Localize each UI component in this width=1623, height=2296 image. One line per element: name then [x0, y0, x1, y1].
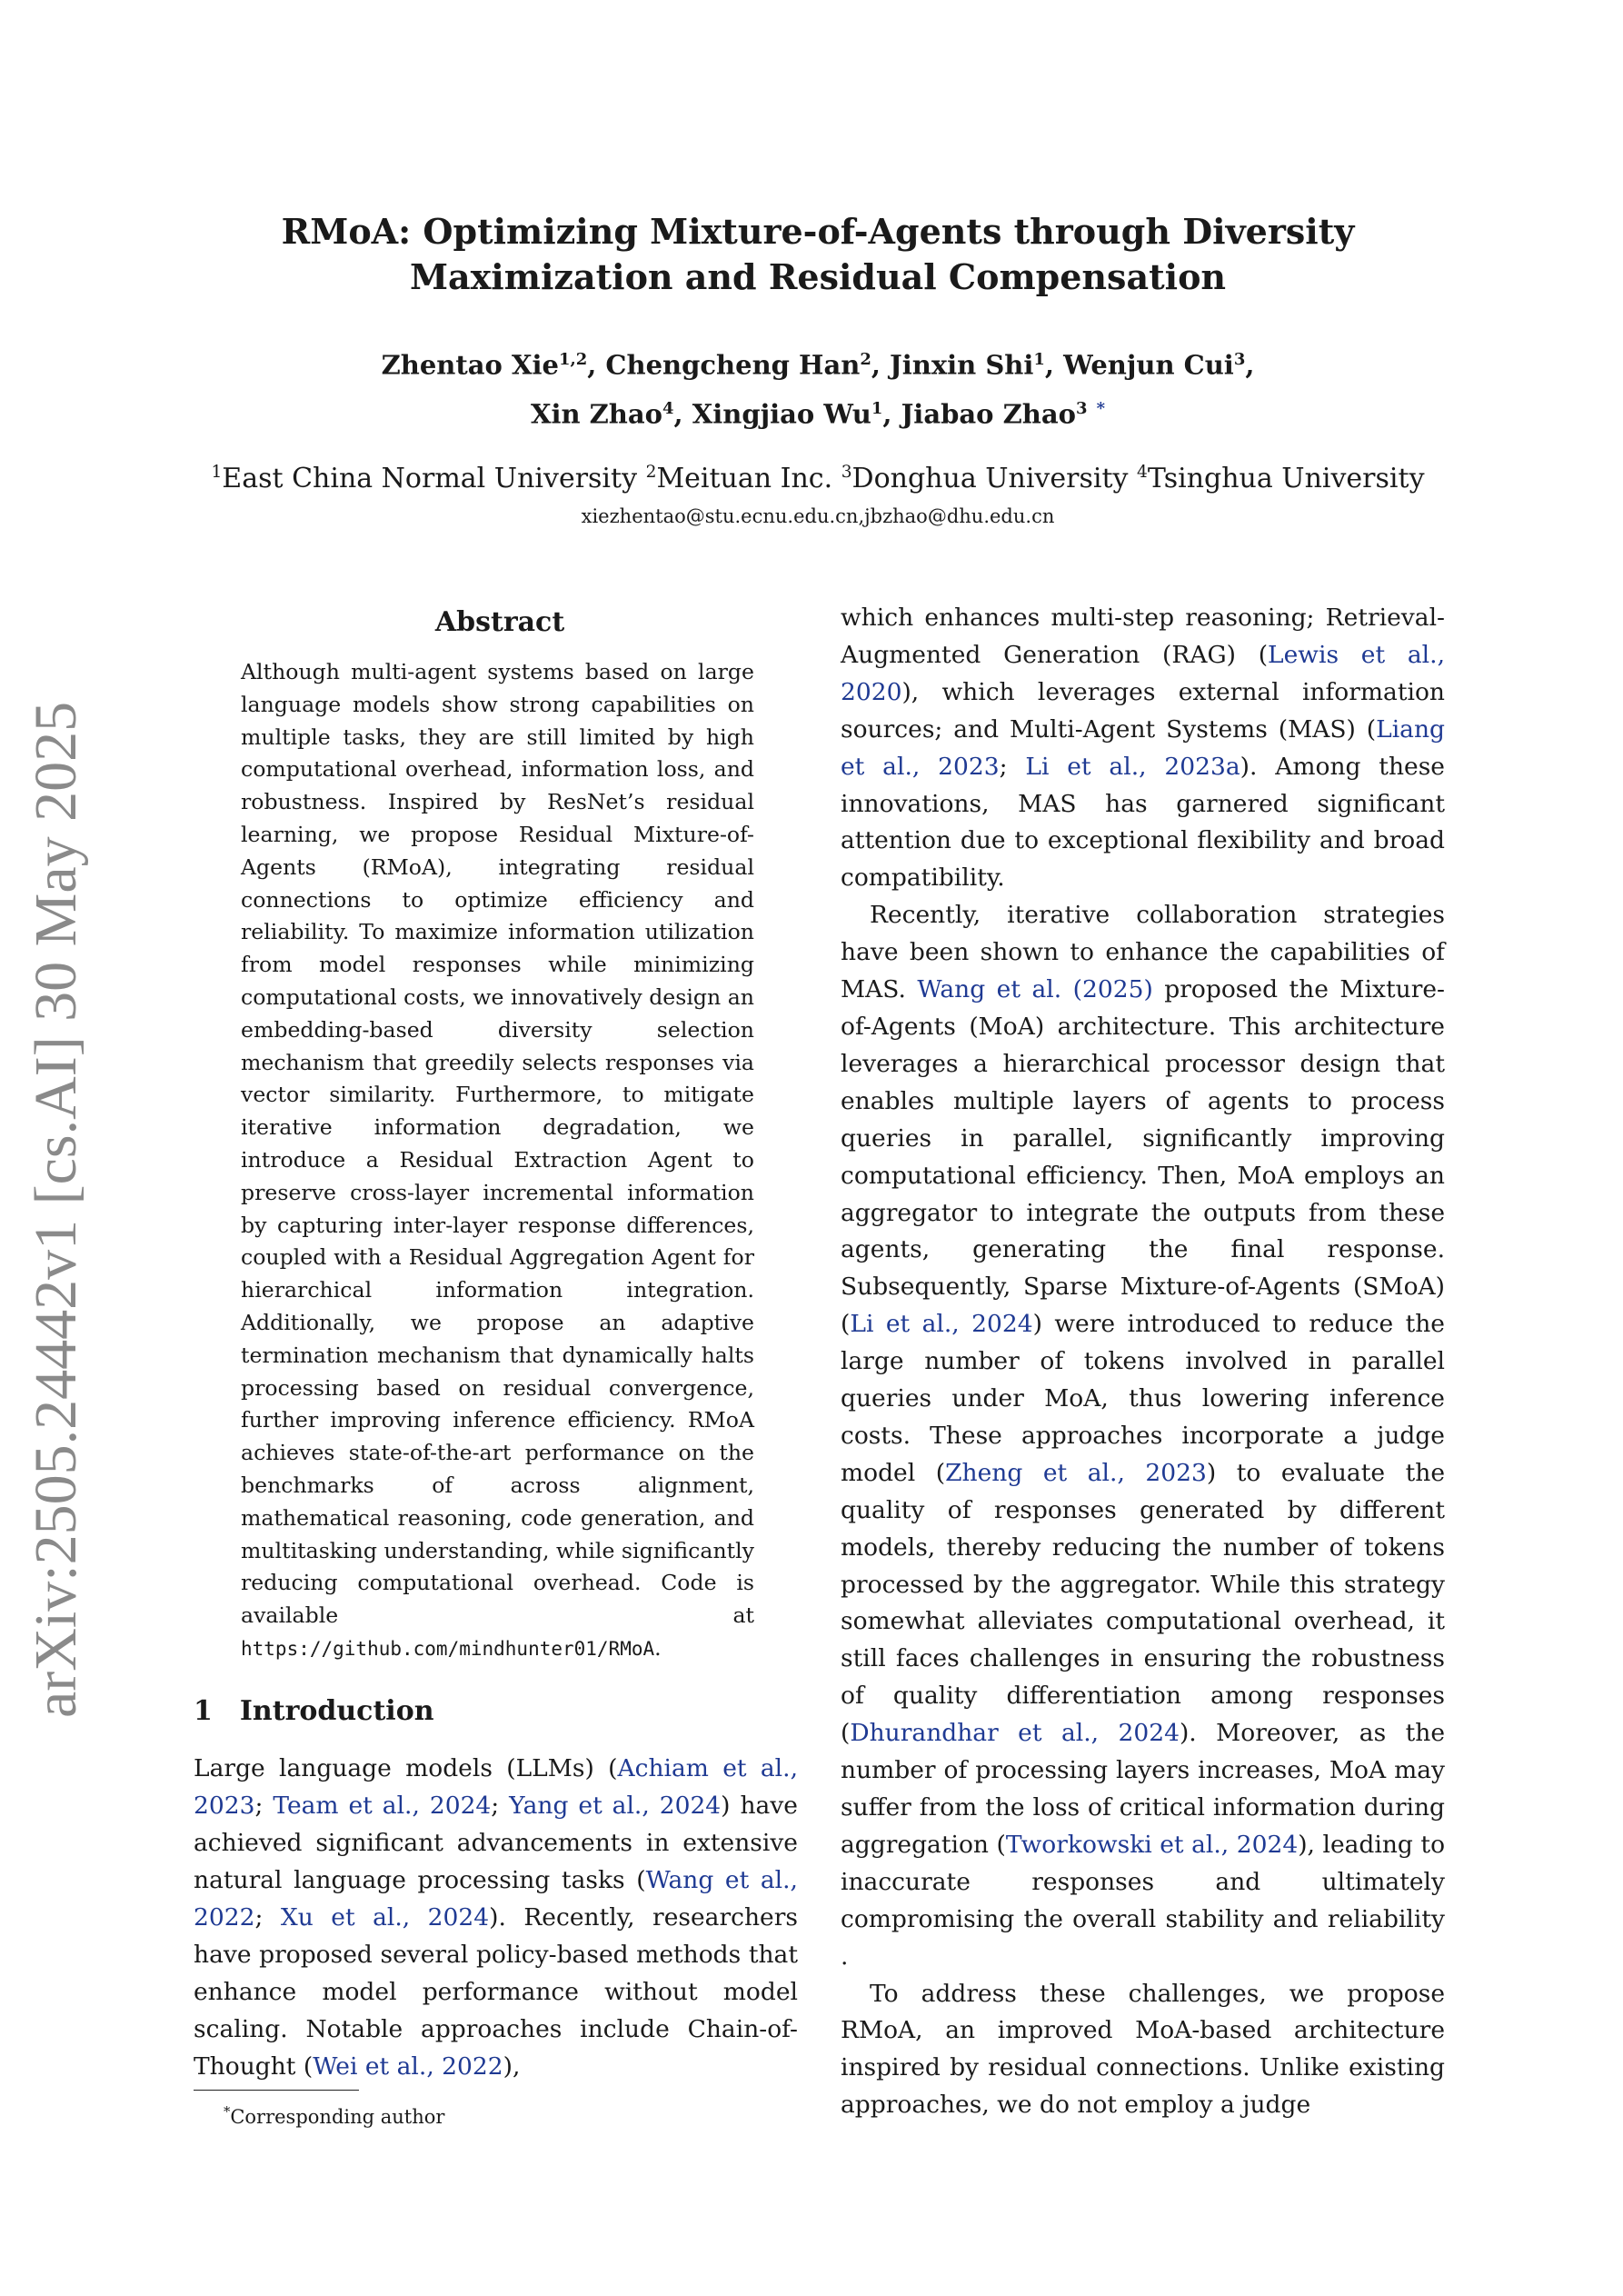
citation-link[interactable]: Wang et al. (2025) — [917, 975, 1153, 1004]
citation-link[interactable]: Li et al., 2023a — [1025, 752, 1240, 781]
citation-link[interactable]: Li et al., 2024 — [850, 1310, 1033, 1339]
body-text: ). Moreover, as the number of processing layers increases, MoA may suffer from the loss of critical information during aggregation ( — [841, 1719, 1446, 1859]
body-text: ), — [503, 2052, 521, 2081]
citation-link[interactable]: Achiam et al., 2023 — [194, 1754, 798, 1820]
body-text: ). Recently, researchers have proposed several policy-based methods that enhance model performance without model scaling. Notable approaches include Chain-of-Thought ( — [194, 1903, 798, 2081]
body-text: Recently, iterative collaboration strategies have been shown to enhance the capabilities of MAS. — [841, 901, 1445, 1004]
paragraph-rmoa: To address these challenges, we propose RMoA, an improved MoA-based architecture inspired by residual connections. Unlike existing approaches, we do not employ a judge — [841, 1979, 1445, 2120]
citation-link[interactable]: Dhurandhar et al., 2024 — [850, 1719, 1180, 1748]
citation-link[interactable]: Tworkowski et al., 2024 — [1005, 1830, 1299, 1859]
body-text: ) to evaluate the quality of responses generated by different models, thereby reducing the number of tokens processed by the aggregator. While this strategy somewhat alleviates computational overhead, it still faces challenges in ensuring the robustness of quality differentiation among responses ( — [841, 1458, 1446, 1748]
author-name: Jiabao Zhao — [901, 398, 1077, 430]
body-text: proposed the Mixture-of-Agents (MoA) architecture. This architecture leverages a hierarchical processor design that enables multiple layers of agents to process queries in parallel, significantly improving computational efficiency. Then, MoA employs an aggregator to integrate the outputs from these agents, generating the final response. Subsequently, Sparse Mixture-of-Agents (SMoA) ( — [841, 975, 1445, 1339]
paper-title — [182, 209, 1454, 300]
citation-link[interactable]: Wang et al., 2022 — [194, 1866, 798, 1932]
right-column — [841, 600, 1445, 2124]
author-name: Xin Zhao — [530, 398, 663, 430]
affil-mark: 4 — [1137, 463, 1148, 482]
code-link[interactable]: https://github.com/mindhunter01/RMoA — [241, 1637, 655, 1660]
affil-mark: 1 — [211, 463, 223, 482]
intro-paragraph — [194, 1750, 798, 2085]
body-text: ). Among these innovations, MAS has garnered significant attention due to exceptional flexibility and broad compatibility. — [841, 752, 1445, 893]
abstract-body — [241, 656, 754, 1666]
footnote-mark: * — [224, 2104, 231, 2120]
body-text: which enhances multi-step reasoning; Retrieval-Augmented Generation (RAG) ( — [841, 604, 1445, 669]
citation-link[interactable]: Team et al., 2024 — [273, 1792, 492, 1820]
author-name: Jinxin Shi — [890, 349, 1034, 381]
affiliation: Meituan Inc. — [656, 463, 833, 494]
affiliation: Tsinghua University — [1147, 463, 1425, 494]
author-name: Zhentao Xie — [381, 349, 559, 381]
author-name: Wenjun Cui — [1063, 349, 1234, 381]
affil-mark: 3 — [841, 463, 852, 482]
citation-link[interactable]: Zheng et al., 2023 — [945, 1458, 1207, 1487]
body-text: ; — [999, 752, 1026, 781]
author-affil-mark: 1 — [871, 398, 883, 418]
affiliation: East China Normal University — [222, 463, 638, 494]
body-text: ) were introduced to reduce the large number of tokens involved in parallel queries under MoA, thus lowering inference costs. These approaches incorporate a judge model ( — [841, 1310, 1445, 1487]
section-heading — [194, 1693, 793, 1730]
author-affil-mark: 3 — [1233, 350, 1246, 369]
author-list: Zhentao Xie$^{1,2}$, Chengcheng Han$^2$, Jinxin Shi$^1$, Wenjun Cui$^3$, Xin Zhao$^4$, Xingjiao Wu$^1$, Jiabao Zhao$^3$ * — [381, 349, 1255, 430]
author-affil-mark: 1,2 — [558, 350, 588, 369]
affiliations — [164, 454, 1472, 497]
body-text: ; — [254, 1792, 274, 1820]
author-affil-mark: 1 — [1033, 350, 1045, 369]
corresponding-author-mark[interactable]: * — [1096, 398, 1106, 418]
author-affil-mark: 2 — [860, 350, 871, 369]
title-line-1: RMoA: Optimizing Mixture-of-Agents through Diversity — [281, 211, 1355, 252]
body-text: ), which leverages external information sources; and Multi-Agent Systems (MAS) ( — [841, 677, 1445, 744]
footnote-divider — [194, 2090, 359, 2091]
paragraph-continued — [841, 600, 1445, 897]
abstract-heading: Abstract — [434, 606, 565, 638]
title-line-2: Maximization and Residual Compensation — [409, 256, 1227, 297]
body-text: ; — [491, 1792, 510, 1820]
author-affil-mark: 4 — [662, 398, 674, 418]
affil-mark: 2 — [645, 463, 657, 482]
paragraph-moa — [841, 897, 1445, 1975]
citation-link[interactable]: Wei et al., 2022 — [313, 2052, 503, 2081]
footnote-text: Corresponding author — [230, 2106, 445, 2128]
author-emails: xiezhentao@stu.ecnu.edu.cn,jbzhao@dhu.edu.cn — [581, 505, 1055, 527]
citation-link[interactable]: Lewis et al., 2020 — [841, 640, 1445, 706]
author-name: Xingjiao Wu — [692, 398, 871, 430]
section-title: Introduction — [239, 1695, 434, 1727]
citation-link[interactable]: Liang et al., 2023 — [841, 714, 1445, 781]
citation-link[interactable]: Xu et al., 2024 — [280, 1903, 490, 1932]
body-text: ), leading to inaccurate responses and ultimately compromising the overall stability and reliability . — [841, 1830, 1446, 1971]
author-name: Chengcheng Han — [605, 349, 861, 381]
body-text: Large language models (LLMs) ( — [194, 1754, 618, 1782]
abstract-end: . — [654, 1634, 662, 1661]
abstract-text: Although multi-agent systems based on large language models show strong capabilities on multiple tasks, they are still limited by high computational overhead, information loss, and robustness. Inspired by ResNet’s residual learning, we propose Residual Mixture-of-Agents (RMoA), integrating residual connections to optimize efficiency and reliability. To maximize information utilization from model responses while minimizing computational costs, we innovatively design an embedding-based diversity selection mechanism that greedily selects responses via vector similarity. Furthermore, to mitigate iterative information degradation, we introduce a Residual Extraction Agent to preserve cross-layer incremental information by capturing inter-layer response differences, coupled with a Residual Aggregation Agent for hierarchical information integration. Additionally, we propose an adaptive termination mechanism that dynamically halts processing based on residual convergence, further improving inference efficiency. RMoA achieves state-of-the-art performance on the benchmarks of across alignment, mathematical reasoning, code generation, and multitasking understanding, while significantly reducing computational overhead. Code is available at — [241, 659, 754, 1629]
arxiv-identifier: arXiv:2505.24442v1 [cs.AI] 30 May 2025 — [23, 701, 89, 1718]
section-number: 1 — [194, 1695, 213, 1727]
body-text: ) have achieved significant advancements in extensive natural language processing tasks ( — [194, 1792, 798, 1894]
author-affil-mark: 3 — [1076, 398, 1088, 418]
affiliation: Donghua University — [851, 463, 1129, 494]
footnote — [224, 2100, 678, 2130]
citation-link[interactable]: Yang et al., 2024 — [509, 1792, 722, 1820]
body-text: ; — [254, 1903, 281, 1932]
